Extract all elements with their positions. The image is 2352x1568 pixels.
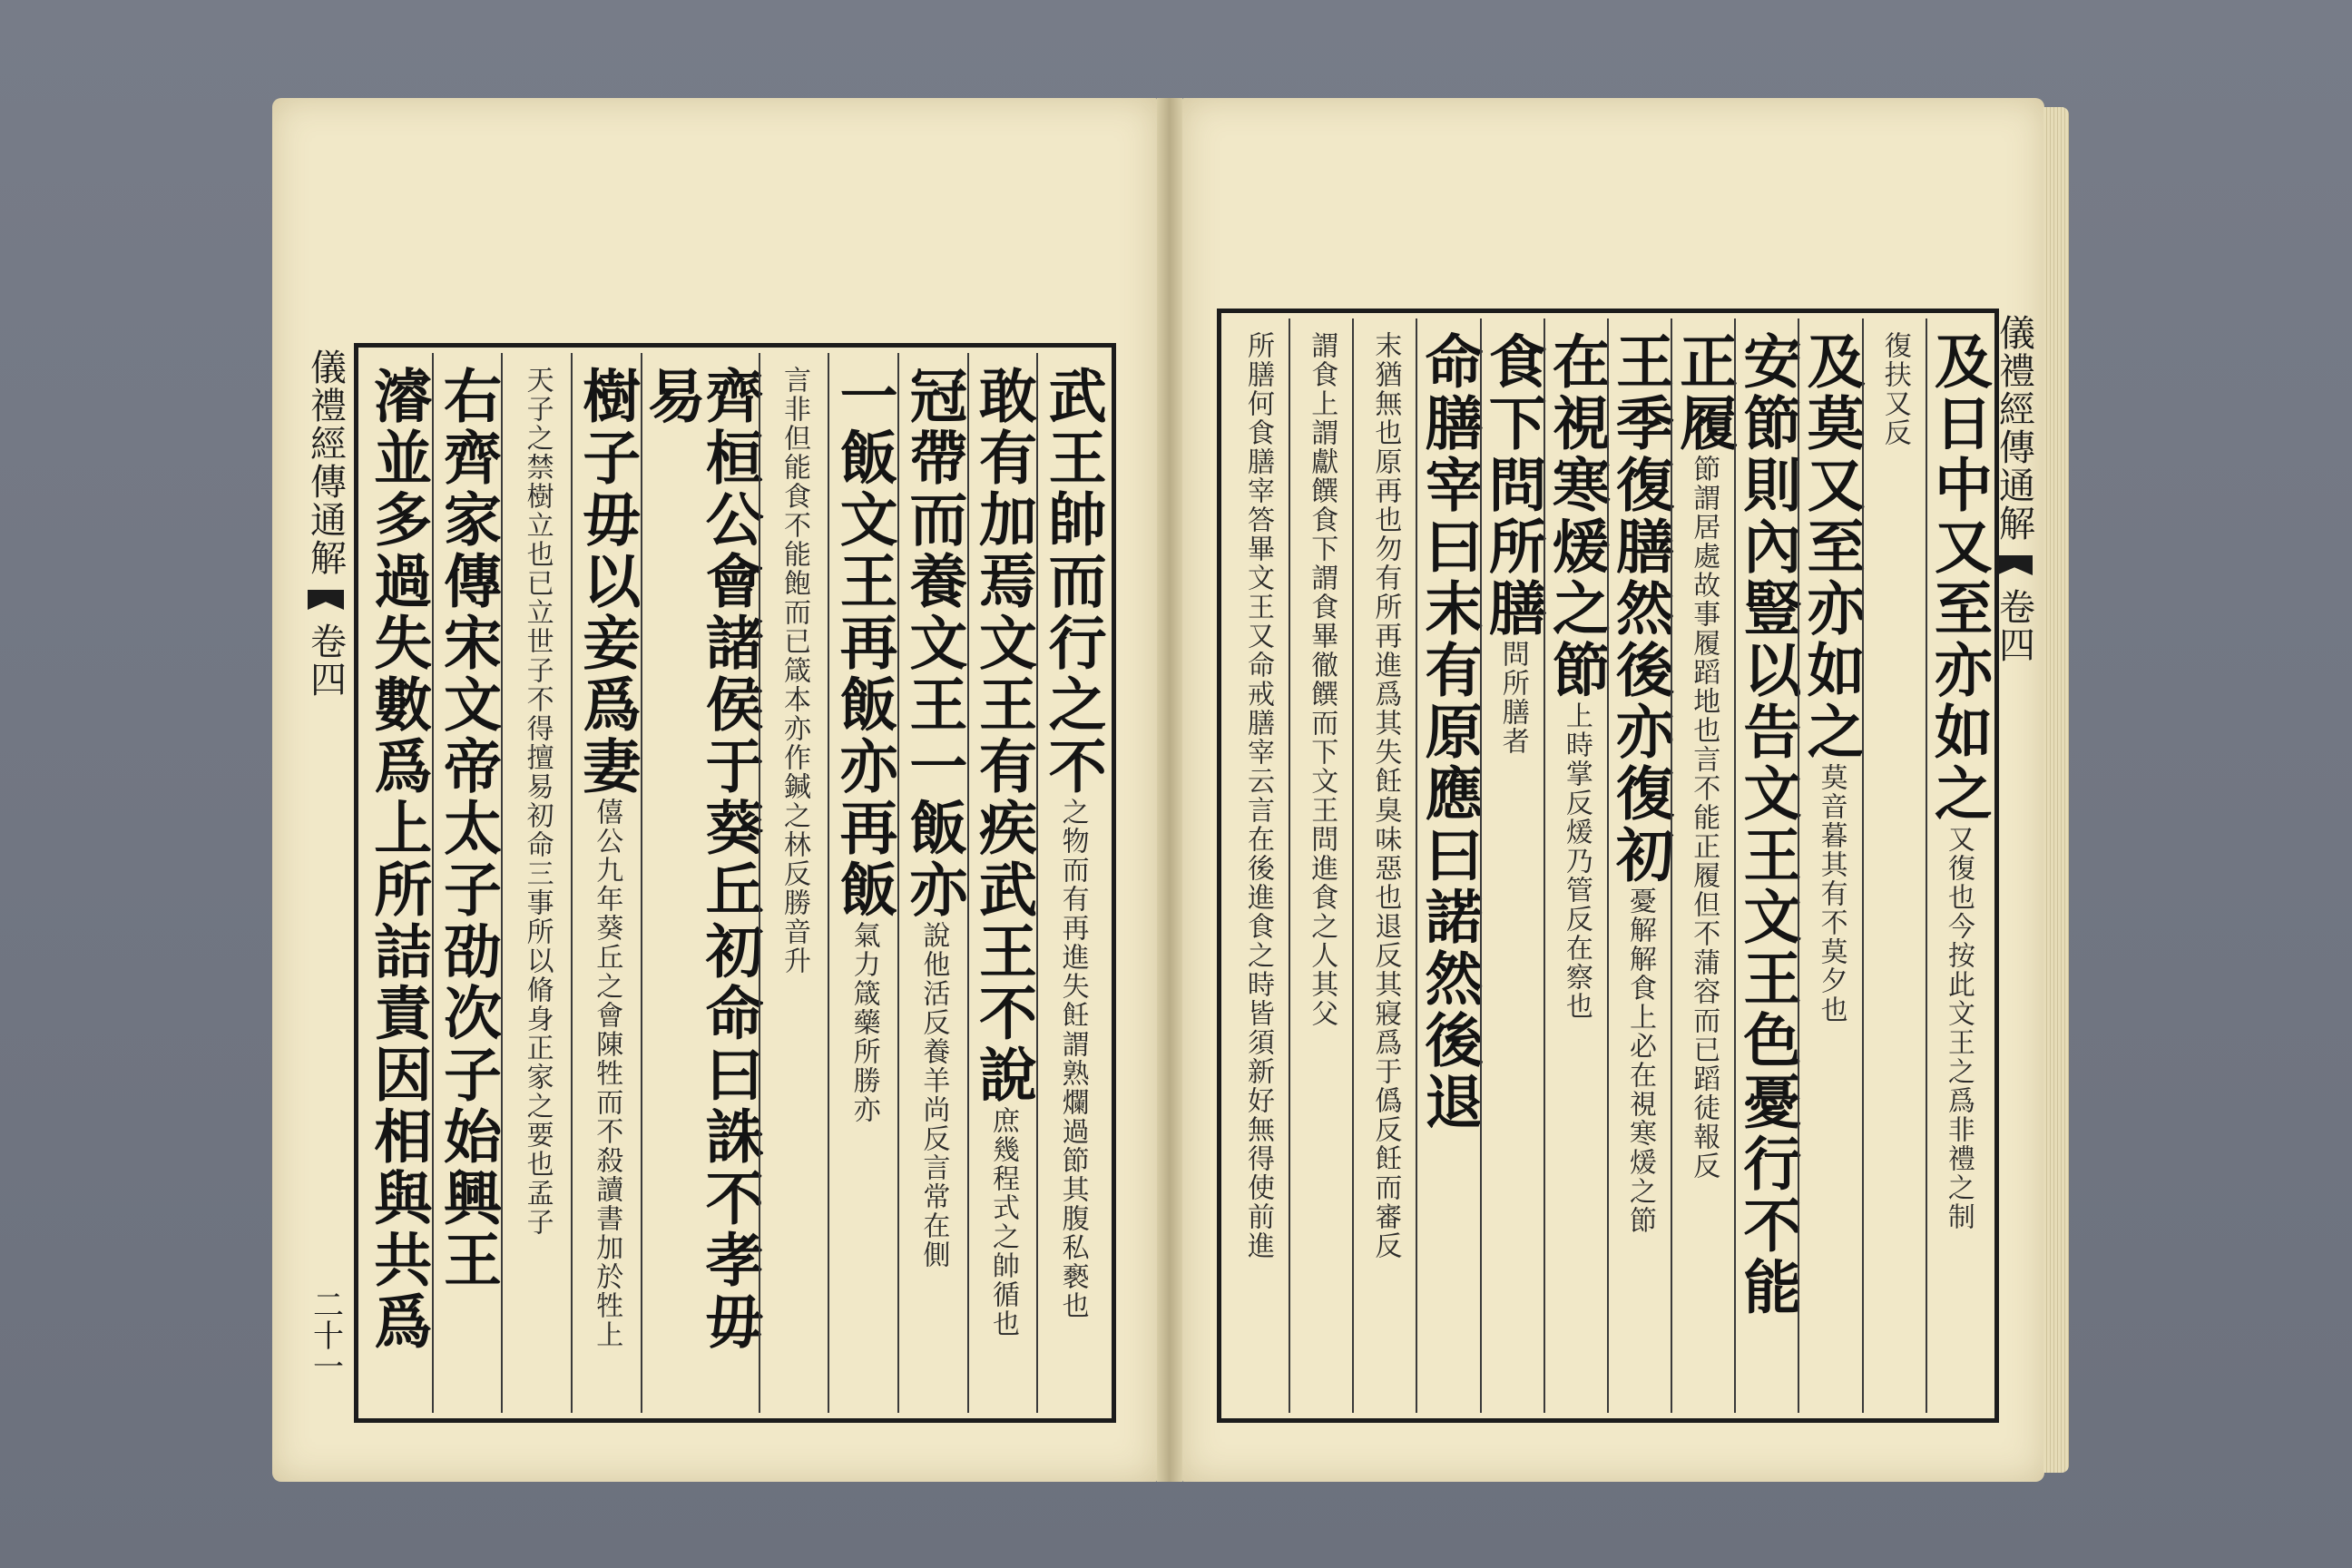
annotation-text: 所膳何食膳宰答畢文王又命戒膳宰云言在後進食之時皆須新好無得使前進 (1242, 331, 1275, 1260)
annotation-text: 言非但能食不能飽而已箴本亦作鍼之林反勝音升 (778, 366, 810, 975)
annotation-text: 天子之禁樹立也已立世子不得擅易初命三事所以脩身正家之要也孟子 (521, 366, 554, 1237)
annotation-text: 莫音暮其有不莫夕也 (1815, 763, 1847, 1024)
text-column (1606, 318, 1675, 1413)
column-text (1797, 318, 1866, 1413)
left-margin-title: 儀禮經傳通解 (304, 348, 347, 577)
column-text (1606, 318, 1675, 1413)
main-text: 樹子毋以妾爲妻 (573, 366, 642, 798)
annotation-text: 問所膳者 (1496, 640, 1529, 756)
page-edges (2043, 107, 2069, 1473)
text-column (1542, 318, 1611, 1413)
annotation-text: 氣力箴藥所勝亦 (848, 921, 880, 1124)
annotation-text: 憂解解食上必在視寒煖之節 (1624, 887, 1657, 1235)
left-text-frame (354, 343, 1116, 1423)
left-margin-volume: 卷四 (304, 622, 347, 699)
column-text (1733, 318, 1802, 1413)
left-page-number: 二十一 (307, 1289, 344, 1381)
text-column (897, 353, 967, 1413)
left-page (272, 98, 1157, 1482)
main-text: 命膳宰曰末有原應曰諾然後退 (1415, 331, 1484, 1133)
annotation-text: 又復也今按此文王之爲非禮之制 (1942, 825, 1975, 1231)
right-page (1182, 98, 2044, 1482)
main-text: 一飯文王再飯亦再飯 (829, 366, 898, 921)
text-column (1924, 318, 1993, 1413)
main-text: 冠帶而養文王一飯亦 (899, 366, 968, 921)
annotation-text: 末猶無也原再也勿有所再進爲其失飪臭味惡也退反其寢爲于僞反飪而審反 (1369, 331, 1402, 1260)
text-column (759, 353, 828, 1413)
right-columns (1227, 318, 1993, 1413)
column-text (899, 353, 968, 1413)
annotation-text: 僖公九年葵丘之會陳牲而不殺讀書加於牲上 (591, 798, 623, 1349)
annotation-text: 節謂居處故事履蹈地也言不能正履但不蒲容而已蹈徒報反 (1688, 455, 1720, 1181)
text-column (571, 353, 641, 1413)
fish-tail-mark-icon (308, 590, 344, 610)
text-column (1862, 318, 1926, 1413)
text-column (364, 353, 432, 1413)
column-text (1542, 318, 1611, 1413)
column-text (573, 353, 642, 1413)
text-column (1415, 318, 1484, 1413)
main-text: 食下問所膳 (1478, 331, 1547, 640)
main-text: 安節則內豎以告文王文王色憂行不能 (1733, 331, 1802, 1318)
column-text (829, 353, 898, 1413)
annotation-text: 上時掌反煖乃管反在察也 (1560, 701, 1592, 1021)
text-column (1797, 318, 1866, 1413)
text-column (1670, 318, 1739, 1413)
text-column (828, 353, 897, 1413)
column-text (1878, 318, 1911, 1413)
annotation-text: 謂食上謂獻饌食下謂食畢徹饌而下文王問進食之人其父 (1306, 331, 1338, 1028)
text-column (1036, 353, 1106, 1413)
annotation-text: 說他活反養羊尚反言常在側 (917, 921, 950, 1269)
annotation-text: 復扶又反 (1878, 331, 1911, 447)
book-gutter (1157, 98, 1182, 1482)
annotation-text: 之物而有再進失飪謂熟爛過節其腹私褻也 (1056, 798, 1089, 1320)
column-text (1924, 318, 1993, 1413)
column-text (521, 353, 554, 1413)
left-margin-column (299, 348, 352, 1417)
column-text (637, 353, 764, 1413)
main-text: 敢有加焉文王有疾武王不說 (968, 366, 1037, 1106)
text-column (1733, 318, 1802, 1413)
text-column (1227, 318, 1289, 1413)
text-column (432, 353, 502, 1413)
main-text: 及莫又至亦如之 (1797, 331, 1866, 763)
column-text (364, 353, 433, 1413)
text-column (967, 353, 1037, 1413)
text-column (1478, 318, 1547, 1413)
right-margin-column (1988, 314, 2041, 1383)
column-text (1670, 318, 1739, 1413)
right-margin-title: 儀禮經傳通解 (1993, 314, 2035, 543)
main-text: 右齊家傳宋文帝太子劭次子始興王 (433, 366, 502, 1291)
column-text (1478, 318, 1547, 1413)
column-text (433, 353, 502, 1413)
main-text: 及日中又至亦如之 (1924, 331, 1993, 825)
right-margin-volume: 卷四 (1993, 588, 2035, 664)
fish-tail-mark-icon (1996, 555, 2033, 575)
main-text: 武王帥而行之不 (1038, 366, 1107, 798)
main-text: 在視寒煖之節 (1542, 331, 1611, 701)
left-columns (364, 353, 1106, 1413)
column-text (1369, 318, 1402, 1413)
right-text-frame (1217, 309, 1999, 1423)
column-text (1306, 318, 1338, 1413)
text-column (637, 353, 764, 1413)
column-text (1242, 318, 1275, 1413)
column-text (780, 353, 808, 1413)
text-column (1352, 318, 1416, 1413)
open-book (272, 98, 2069, 1482)
main-text: 正履 (1670, 331, 1739, 455)
main-text: 王季復膳然後亦復初 (1606, 331, 1675, 887)
text-column (501, 353, 571, 1413)
column-text (968, 353, 1037, 1413)
column-text (1415, 318, 1484, 1413)
main-text: 濬並多過失數爲上所詰責因相與共爲 (364, 366, 433, 1353)
column-text (1038, 353, 1107, 1413)
text-column (1289, 318, 1352, 1413)
annotation-text: 庶幾程式之帥循也 (986, 1106, 1019, 1338)
main-text: 齊桓公會諸侯于葵丘初命曰誅不孝毋易 (637, 366, 764, 1353)
